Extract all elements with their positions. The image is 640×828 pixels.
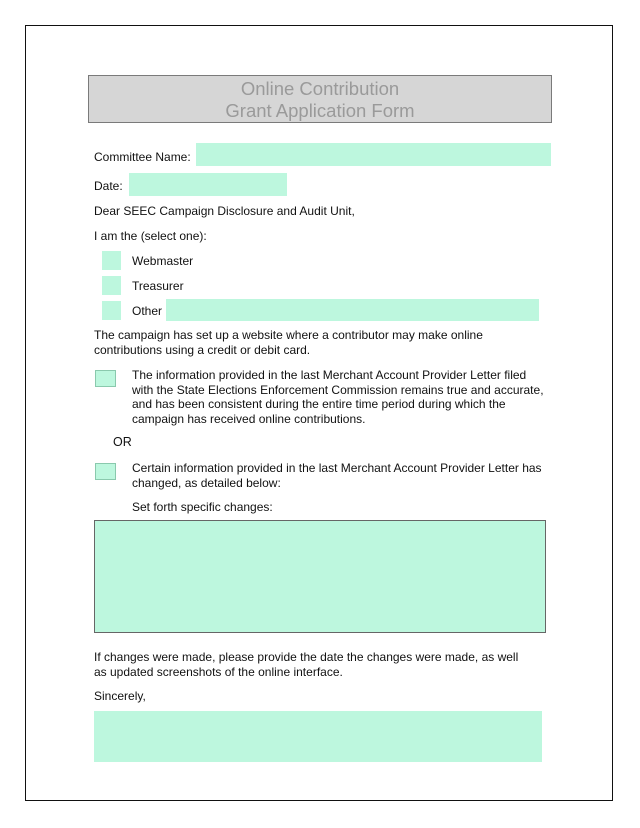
changes-label: Set forth specific changes: <box>132 500 273 514</box>
date-field[interactable] <box>129 173 287 196</box>
option-unchanged-text: The information provided in the last Merchant Account Provider Letter filed with the State Elections Enforcement Commission remains true and accurate, and has been consistent during the entire time period during which the campaign has received online contributions. <box>132 368 544 426</box>
salutation: Dear SEEC Campaign Disclosure and Audit Unit, <box>94 204 355 218</box>
date-label: Date: <box>94 179 123 193</box>
option-changed-checkbox[interactable] <box>95 463 116 480</box>
intro-paragraph: The campaign has set up a website where a contributor may make online contributions using a credit or debit card. <box>94 328 483 357</box>
option-changed-text: Certain information provided in the last Merchant Account Provider Letter has changed, as detailed below: <box>132 461 542 490</box>
header-title-line2: Grant Application Form <box>225 100 415 121</box>
webmaster-label: Webmaster <box>132 254 194 268</box>
treasurer-checkbox[interactable] <box>102 276 121 295</box>
header-title-line1: Online Contribution <box>240 78 400 99</box>
other-label: Other <box>132 304 163 318</box>
committee-name-field[interactable] <box>196 143 551 166</box>
role-prompt: I am the (select one): <box>94 229 207 243</box>
changes-instruction: If changes were made, please provide the date the changes were made, as well as updated screenshots of the online interface. <box>94 650 519 679</box>
changes-textarea[interactable] <box>94 520 546 633</box>
webmaster-checkbox[interactable] <box>102 251 121 270</box>
option-unchanged-checkbox[interactable] <box>95 370 116 387</box>
other-role-field[interactable] <box>166 299 539 321</box>
closing: Sincerely, <box>94 689 146 703</box>
or-separator: OR <box>113 435 132 449</box>
form-header <box>88 75 552 123</box>
signature-field[interactable] <box>94 711 542 762</box>
treasurer-label: Treasurer <box>132 279 184 293</box>
other-checkbox[interactable] <box>102 301 121 320</box>
committee-name-label: Committee Name: <box>94 150 191 164</box>
